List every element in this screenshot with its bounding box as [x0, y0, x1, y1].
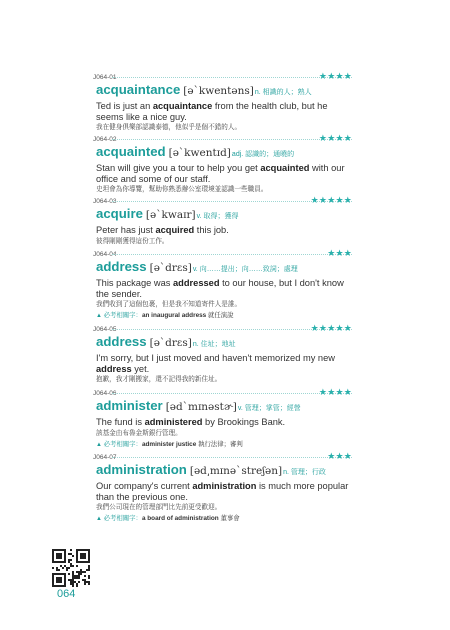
page-number: 064	[57, 588, 76, 600]
phonetic: [əˋkwentəns]	[183, 85, 254, 97]
audio-track-code: J064-01	[93, 74, 117, 81]
vocab-entry	[93, 451, 356, 528]
headword: administration	[96, 462, 187, 477]
example-sentence: The fund is administered by Brookings Bank.	[96, 417, 286, 427]
qr-code-graphic	[52, 549, 90, 587]
importance-stars: ★★★★★	[310, 323, 352, 333]
phonetic: [ədˋmɪnəstɚ]	[165, 401, 237, 413]
phonetic: [əˋdrɛs]	[149, 262, 192, 274]
phonetic: [əˋdrɛs]	[149, 337, 192, 349]
definition: n. 相識的人；熟人	[254, 89, 312, 96]
definition: n. 管理；行政	[283, 469, 326, 476]
qr-code-icon[interactable]	[52, 549, 90, 587]
audio-track-code: J064-02	[93, 136, 117, 143]
related-phrase: ▲ 必考相關字：a board of administration 董事會	[96, 515, 240, 523]
translation: 彼得剛剛獲得這份工作。	[96, 237, 169, 245]
vocab-entry	[93, 323, 356, 389]
triangle-icon: ▲	[96, 441, 104, 448]
headword: address	[96, 334, 147, 349]
audio-track-code: J064-06	[93, 390, 117, 397]
highlighted-word: address	[96, 363, 132, 374]
example-sentence: I'm sorry, but I just moved and haven't memorized my new address yet.	[96, 353, 335, 374]
headword: acquire	[96, 206, 143, 221]
headword: address	[96, 259, 147, 274]
phonetic: [əˋkwentɪd]	[168, 147, 231, 159]
vocab-entry	[93, 248, 356, 325]
phonetic: [əˋkwaɪr]	[145, 209, 196, 221]
highlighted-word: acquainted	[260, 163, 310, 173]
translation: 史坦會為你導覽，幫助你熟悉辦公室環境並認識一些職員。	[96, 186, 268, 194]
divider	[112, 457, 352, 458]
highlighted-word: addressed	[173, 278, 220, 288]
definition: n. 住址；地址	[192, 341, 236, 348]
translation: 該基金由布魯金斯銀行管理。	[96, 429, 182, 437]
vocab-entry	[93, 133, 356, 197]
importance-stars: ★★★	[327, 248, 352, 258]
divider	[112, 393, 352, 394]
related-phrase: ▲ 必考相關字：an inaugural address 就任演說	[96, 312, 234, 320]
importance-stars: ★★★★★	[310, 195, 352, 205]
translation: 我們收到了這個包裹，但是我不知道寄件人是誰。	[96, 301, 242, 309]
definition: v. 管理；掌管；經營	[237, 405, 301, 412]
divider	[112, 139, 352, 140]
importance-stars: ★★★★	[318, 133, 352, 143]
headword: administer	[96, 398, 163, 413]
importance-stars: ★★★	[327, 451, 352, 461]
highlighted-word: administration	[192, 481, 257, 491]
headword: acquainted	[96, 144, 166, 159]
audio-track-code: J064-05	[93, 326, 117, 333]
example-sentence: This package was addressed to our house, but I don't know the sender.	[96, 278, 344, 299]
highlighted-word: acquired	[155, 225, 195, 235]
divider	[112, 77, 352, 78]
vocab-entry	[93, 71, 356, 135]
highlighted-word: acquaintance	[152, 101, 213, 111]
audio-track-code: J064-04	[93, 251, 117, 258]
importance-stars: ★★★★	[318, 387, 352, 397]
vocab-entry	[93, 195, 356, 250]
highlighted-word: administered	[144, 417, 203, 427]
translation: 抱歉，我才剛搬家，還不記得我的新住址。	[96, 376, 222, 384]
translation: 我在健身俱樂部認識泰德，他似乎是個不錯的人。	[96, 124, 242, 132]
divider	[112, 254, 352, 255]
phonetic: [əd͵mɪnəˋstreʃən]	[189, 465, 283, 477]
definition: v. 向……提出；向……致詞；處理	[192, 266, 298, 273]
translation: 我們公司現在的管理部門比先前更受歡迎。	[96, 504, 222, 512]
triangle-icon: ▲	[96, 516, 104, 523]
related-phrase: ▲ 必考相關字：administer justice 執行法律；審判	[96, 440, 243, 448]
example-sentence: Ted is just an acquaintance from the health club, but he seems like a nice guy.	[96, 101, 328, 122]
definition: v. 取得；獲得	[196, 213, 239, 220]
audio-track-code: J064-07	[93, 454, 117, 461]
triangle-icon: ▲	[96, 313, 104, 320]
vocabulary-list	[93, 71, 356, 528]
audio-track-code: J064-03	[93, 198, 117, 205]
vocab-entry	[93, 387, 356, 453]
example-sentence: Stan will give you a tour to help you get acquainted with our office and some of our staff.	[96, 163, 345, 184]
example-sentence: Our company's current administration is much more popular than the previous one.	[96, 481, 349, 502]
importance-stars: ★★★★	[318, 71, 352, 81]
definition: adj. 認識的；通曉的	[231, 151, 295, 158]
headword: acquaintance	[96, 82, 181, 97]
example-sentence: Peter has just acquired this job.	[96, 225, 229, 235]
